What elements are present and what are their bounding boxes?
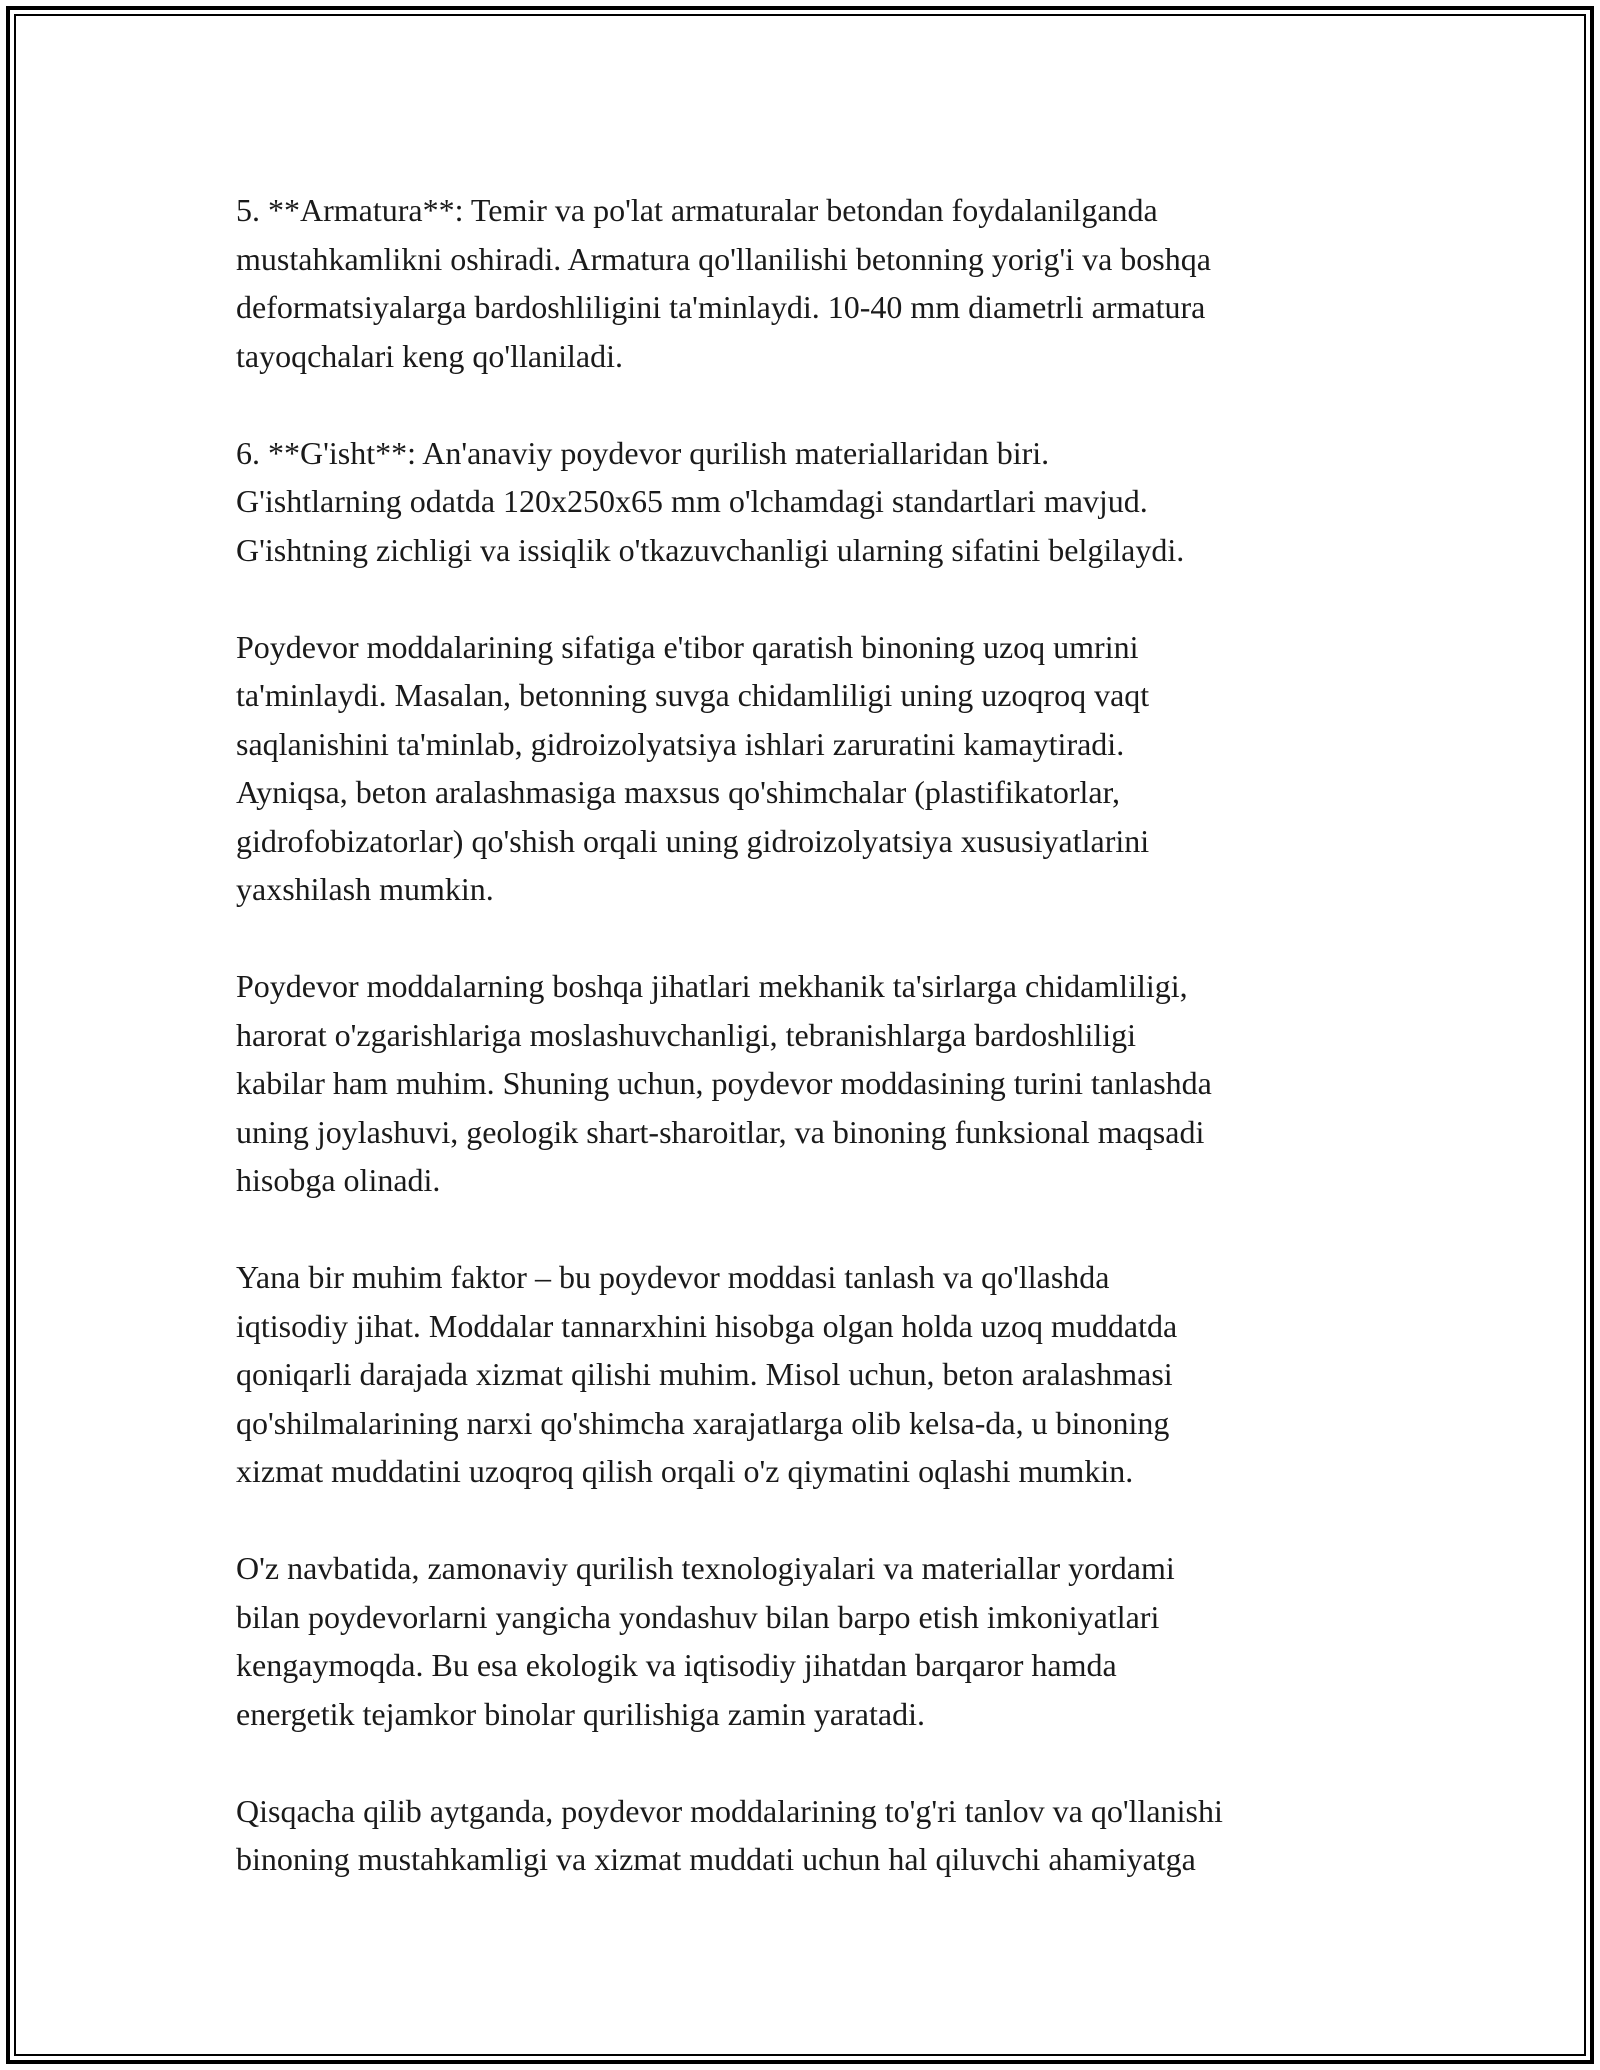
paragraph-gisht: 6. **G'isht**: An'anaviy poydevor qurilish materiallaridan biri. G'ishtlarning odatda 120x250x65 mm o'lchamdagi standartlari mavjud. G'ishtning zichligi va issiqlik o'tkazuvchanligi ularning sifatini belgilaydi. bbox=[236, 434, 1185, 568]
document-body bbox=[236, 186, 1386, 1884]
paragraph-other-aspects: Poydevor moddalarning boshqa jihatlari mekhanik ta'sirlarga chidamliligi, harorat o'zgarishlariga moslashuvchanligi, tebranishlarga bardoshliligi kabilar ham muhim. Shuning uchun, poydevor moddasining turini tanlashda uning joylashuvi, geologik shart-sharoitlar, va binoning funksional maqsadi hisobga olinadi. bbox=[236, 968, 1212, 1198]
paragraph-summary: Qisqacha qilib aytganda, poydevor moddalarining to'g'ri tanlov va qo'llanishi binoning mustahkamligi va xizmat muddati uchun hal qiluvchi ahamiyatga bbox=[236, 1792, 1223, 1877]
paragraph-economic-factor: Yana bir muhim faktor – bu poydevor moddasi tanlash va qo'llashda iqtisodiy jihat. Moddalar tannarxhini hisobga olgan holda uzoq muddatda qoniqarli darajada xizmat qilishi muhim. Misol uchun, beton aralashmasi qo'shilmalarining narxi qo'shimcha xarajatlarga olib kelsa-da, u binoning xizmat muddatini uzoqroq qilish orqali o'z qiymatini oqlashi mumkin. bbox=[236, 1259, 1178, 1489]
paragraph-quality: Poydevor moddalarining sifatiga e'tibor qaratish binoning uzoq umrini ta'minlaydi. Masalan, betonning suvga chidamliligi uning uzoqroq vaqt saqlanishini ta'minlab, gidroizolyatsiya ishlari zaruratini kamaytiradi. Ayniqsa, beton aralashmasiga maxsus qo'shimchalar (plastifikatorlar, gidrofobizatorlar) qo'shish orqali uning gidroizolyatsiya xususiyatlarini yaxshilash mumkin. bbox=[236, 628, 1150, 907]
paragraph-modern-technologies: O'z navbatida, zamonaviy qurilish texnologiyalari va materiallar yordami bilan poydevorlarni yangicha yondashuv bilan barpo etish imkoniyatlari kengaymoqda. Bu esa ekologik va iqtisodiy jihatdan barqaror hamda energetik tejamkor binolar qurilishiga zamin yaratadi. bbox=[236, 1550, 1175, 1732]
paragraph-armatura: 5. **Armatura**: Temir va po'lat armaturalar betondan foydalanilganda mustahkamlikni oshiradi. Armatura qo'llanilishi betonning yorig'i va boshqa deformatsiyalarga bardoshliligini ta'minlaydi. 10-40 mm diametrli armatura tayoqchalari keng qo'llaniladi. bbox=[236, 192, 1211, 374]
